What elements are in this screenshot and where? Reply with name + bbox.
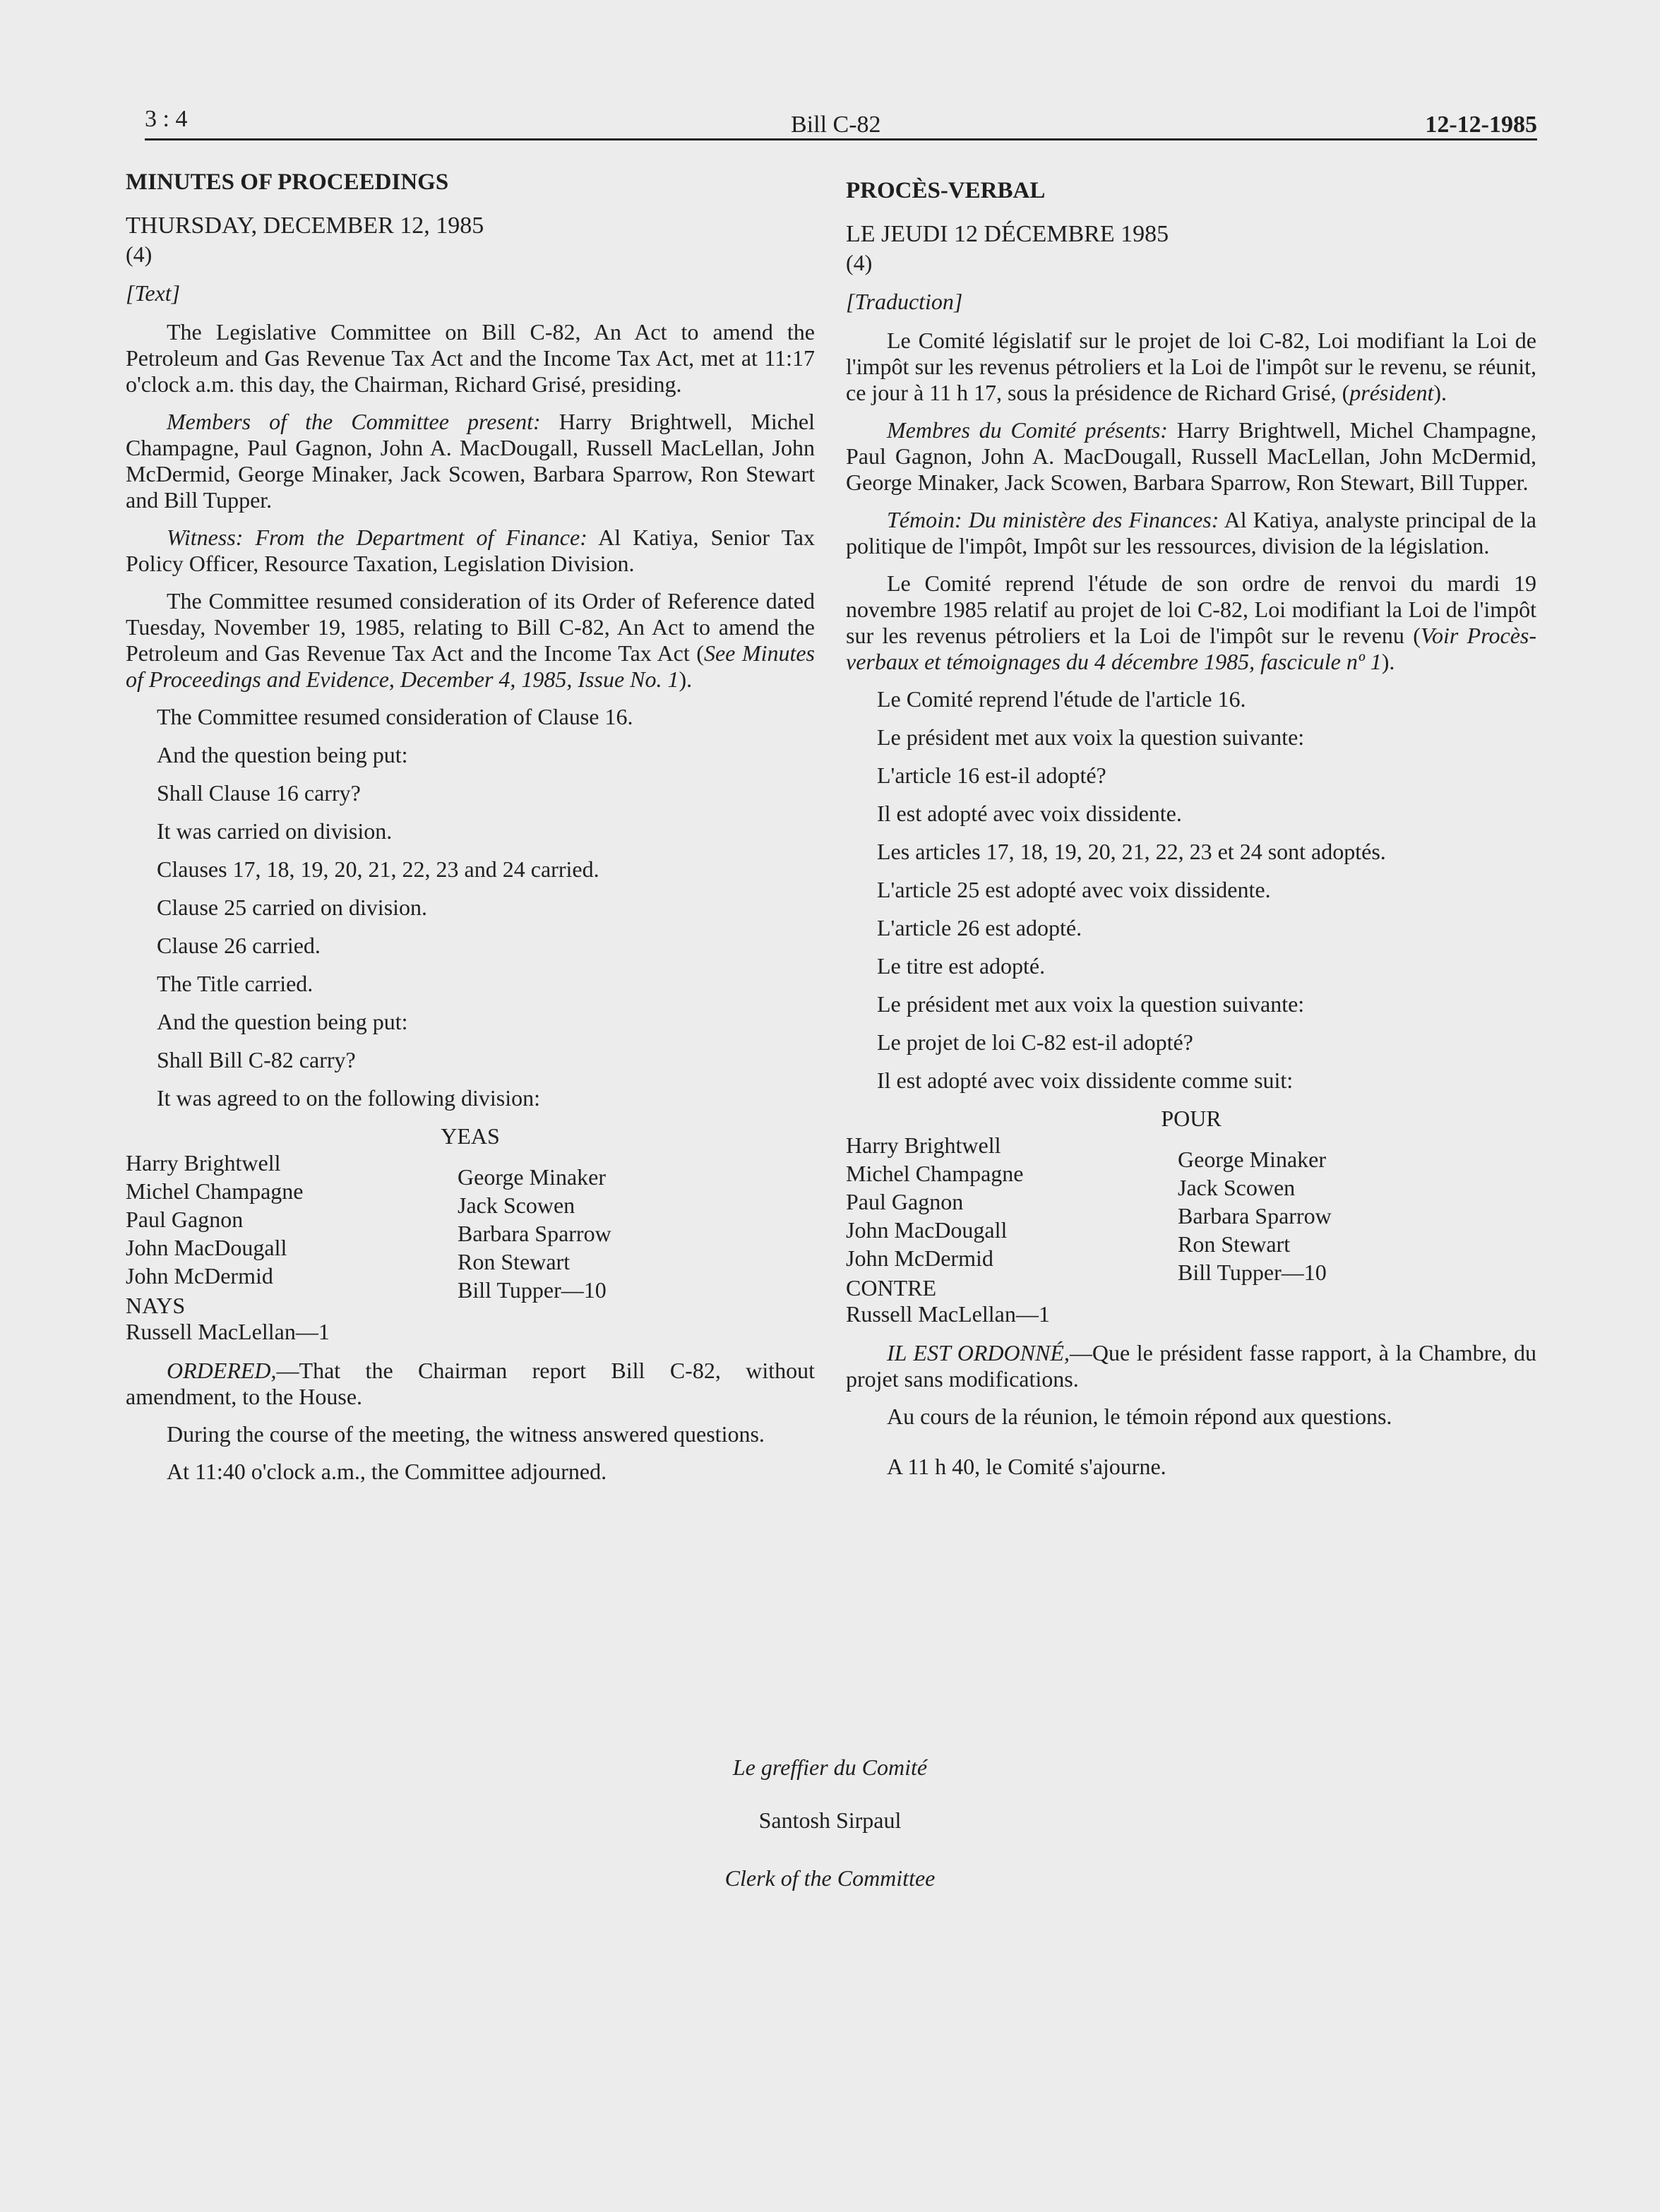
- yeas-heading: YEAS: [441, 1123, 500, 1149]
- witness-paragraph: [126, 525, 815, 577]
- meeting-day: LE JEUDI 12 DÉCEMBRE 1985: [846, 221, 1169, 247]
- proceeding-line: And the question being put:: [157, 1009, 408, 1034]
- ordered-label: IL EST ORDONNÉ,: [887, 1340, 1070, 1365]
- proceeding-line: Shall Bill C-82 carry?: [157, 1047, 356, 1072]
- page-reference: 3 : 4: [145, 106, 188, 132]
- voter-name: John MacDougall: [126, 1235, 287, 1260]
- resumed-reference: See Minutes of Proceedings and Evidence, December 4, 1985, Issue No. 1: [126, 640, 816, 692]
- voter-name: Paul Gagnon: [846, 1189, 964, 1214]
- voter-name: Barbara Sparrow: [1178, 1203, 1332, 1228]
- proceeding-line: Clause 26 carried.: [157, 933, 321, 958]
- adjourned-line: A 11 h 40, le Comité s'ajourne.: [887, 1454, 1166, 1479]
- witness-answered: Au cours de la réunion, le témoin répond aux questions.: [887, 1404, 1392, 1429]
- language-tag: [Text]: [126, 280, 181, 306]
- proceeding-line: Le président met aux voix la question suivante:: [877, 991, 1305, 1017]
- resumed-paragraph: [846, 570, 1536, 675]
- members-label: Membres du Comité présents:: [887, 417, 1168, 443]
- voter-name: Michel Champagne: [126, 1178, 304, 1204]
- intro-role: président: [1349, 380, 1434, 405]
- voter-name: Bill Tupper—10: [458, 1277, 607, 1303]
- yeas-column-2: [458, 1163, 611, 1304]
- ordered-paragraph: [846, 1340, 1536, 1392]
- meeting-day: THURSDAY, DECEMBER 12, 1985: [126, 213, 484, 239]
- voter-name: Harry Brightwell: [126, 1150, 281, 1176]
- intro-end: ).: [1433, 380, 1447, 405]
- proceeding-line: Le président met aux voix la question suivante:: [877, 724, 1305, 750]
- members-paragraph: [846, 417, 1536, 496]
- witness-label: Témoin: Du ministère des Finances:: [887, 507, 1219, 532]
- voter-name: George Minaker: [1178, 1147, 1326, 1172]
- voter-name: Paul Gagnon: [126, 1207, 244, 1232]
- proceeding-line: It was agreed to on the following division:: [157, 1085, 541, 1111]
- resumed-paragraph: [126, 588, 815, 693]
- pour-block: [846, 1106, 1536, 1285]
- proceeding-line: Il est adopté avec voix dissidente comme suit:: [877, 1068, 1294, 1093]
- pour-heading: POUR: [1161, 1106, 1222, 1131]
- proceeding-line: The Committee resumed consideration of Clause 16.: [157, 704, 633, 729]
- contre-heading: CONTRE: [846, 1275, 936, 1301]
- yeas-column-1: [126, 1149, 303, 1290]
- witness-label: Witness: From the Department of Finance:: [167, 525, 587, 550]
- proceeding-line: L'article 25 est adopté avec voix dissidente.: [877, 877, 1271, 902]
- witness-text: Al Katiya, Senior Tax Policy Officer, Resource Taxation, Legislation Division.: [126, 525, 815, 576]
- members-text: Harry Brightwell, Michel Champagne, Paul Gagnon, John A. MacDougall, Russell MacLellan, John McDermid, George Minaker, Jack Scowen, Barbara Sparrow, Ron Stewart, Bill Tupper.: [846, 417, 1537, 495]
- proceeding-line: Clauses 17, 18, 19, 20, 21, 22, 23 and 24 carried.: [157, 856, 599, 882]
- nays-name: Russell MacLellan—1: [126, 1319, 330, 1344]
- nays-heading: NAYS: [126, 1293, 186, 1318]
- witness-answered: During the course of the meeting, the witness answered questions.: [167, 1421, 765, 1447]
- members-label: Members of the Committee present:: [167, 409, 541, 434]
- page-header: [145, 106, 1537, 138]
- meeting-number: (4): [126, 241, 153, 267]
- intro-text: Le Comité législatif sur le projet de loi C-82, Loi modifiant la Loi de l'impôt sur les revenus pétroliers et la Loi de l'impôt sur le revenu, se réunit, ce jour à 11 h 17, sous la présidence de Richard Grisé, (: [846, 328, 1536, 405]
- voter-name: John McDermid: [126, 1263, 273, 1289]
- proceeding-line: Le Comité reprend l'étude de l'article 16.: [877, 686, 1246, 712]
- witness-text: Al Katiya, analyste principal de la politique de l'impôt, Impôt sur les ressources, division de la législation.: [846, 507, 1536, 558]
- voter-name: Ron Stewart: [1178, 1231, 1291, 1257]
- voter-name: Bill Tupper—10: [1178, 1260, 1327, 1285]
- members-text: Harry Brightwell, Michel Champagne, Paul Gagnon, John A. MacDougall, Russell MacLellan, John McDermid, George Minaker, Jack Scowen, Barbara Sparrow, Ron Stewart and Bill Tupper.: [126, 409, 816, 513]
- ordered-text: —Que le président fasse rapport, à la Chambre, du projet sans modifications.: [846, 1340, 1537, 1392]
- voter-name: Barbara Sparrow: [458, 1221, 611, 1246]
- adjourned-line: At 11:40 o'clock a.m., the Committee adjourned.: [167, 1459, 607, 1484]
- proceeding-line: It was carried on division.: [157, 818, 393, 844]
- voter-name: Jack Scowen: [1178, 1175, 1296, 1200]
- pour-column-2: [1178, 1145, 1332, 1286]
- proceeding-line: Il est adopté avec voix dissidente.: [877, 801, 1182, 826]
- voter-name: Ron Stewart: [458, 1249, 571, 1274]
- proceeding-line: Shall Clause 16 carry?: [157, 780, 361, 806]
- proceeding-line: The Title carried.: [157, 971, 314, 996]
- clerk-name: Santosh Sirpaul: [758, 1807, 902, 1833]
- english-column: [126, 169, 815, 1496]
- proceeding-line: Les articles 17, 18, 19, 20, 21, 22, 23 et 24 sont adoptés.: [877, 839, 1386, 864]
- header-date: 12-12-1985: [1425, 112, 1537, 138]
- resumed-text: Le Comité reprend l'étude de son ordre de renvoi du mardi 19 novembre 1985 relatif au projet de loi C-82, Loi modifiant la Loi de l'impôt sur les revenus pétroliers et la Loi de l'impôt sur le revenu (: [846, 570, 1536, 648]
- french-column: [846, 178, 1536, 1491]
- voter-name: John MacDougall: [846, 1217, 1008, 1243]
- header-rule: [145, 138, 1537, 141]
- voter-name: Jack Scowen: [458, 1192, 575, 1218]
- voter-name: George Minaker: [458, 1164, 606, 1190]
- voter-name: Michel Champagne: [846, 1161, 1024, 1186]
- resumed-text: The Committee resumed consideration of its Order of Reference dated Tuesday, November 19, 1985, relating to Bill C-82, An Act to amend the Petroleum and Gas Revenue Tax Act and the Income Tax Act (: [126, 588, 815, 666]
- ordered-text: —That the Chairman report Bill C-82, without amendment, to the House.: [126, 1358, 815, 1409]
- voter-name: Harry Brightwell: [846, 1132, 1001, 1158]
- members-paragraph: [126, 409, 815, 513]
- yeas-block: [126, 1123, 815, 1303]
- section-title: PROCÈS-VERBAL: [846, 178, 1046, 203]
- proceeding-line: L'article 26 est adopté.: [877, 915, 1082, 940]
- contre-name: Russell MacLellan—1: [846, 1301, 1050, 1327]
- resumed-end: ).: [679, 666, 693, 692]
- clerk-title-en: Clerk of the Committee: [724, 1865, 936, 1891]
- resumed-reference: Voir Procès-verbaux et témoignages du 4 décembre 1985, fascicule nº 1: [846, 623, 1537, 674]
- ordered-label: ORDERED,: [167, 1358, 277, 1383]
- clerk-title-fr: Le greffier du Comité: [732, 1754, 928, 1780]
- pour-column-1: [846, 1131, 1023, 1272]
- voter-name: John McDermid: [846, 1245, 993, 1271]
- intro-paragraph: [846, 328, 1536, 406]
- proceeding-line: Clause 25 carried on division.: [157, 895, 428, 920]
- meeting-number: (4): [846, 250, 873, 275]
- language-tag: [Traduction]: [846, 289, 963, 314]
- proceeding-line: And the question being put:: [157, 742, 408, 767]
- section-title: MINUTES OF PROCEEDINGS: [126, 169, 449, 195]
- resumed-end: ).: [1381, 649, 1395, 674]
- witness-paragraph: [846, 507, 1536, 559]
- intro-paragraph: The Legislative Committee on Bill C-82, An Act to amend the Petroleum and Gas Revenue Tax Act and the Income Tax Act, met at 11:17 o'clock a.m. this day, the Chairman, Richard Grisé, presiding.: [126, 319, 815, 397]
- proceeding-line: Le titre est adopté.: [877, 953, 1046, 979]
- proceeding-line: Le projet de loi C-82 est-il adopté?: [877, 1029, 1193, 1055]
- proceeding-line: L'article 16 est-il adopté?: [877, 763, 1106, 788]
- bill-title: Bill C-82: [791, 112, 881, 138]
- ordered-paragraph: [126, 1358, 815, 1410]
